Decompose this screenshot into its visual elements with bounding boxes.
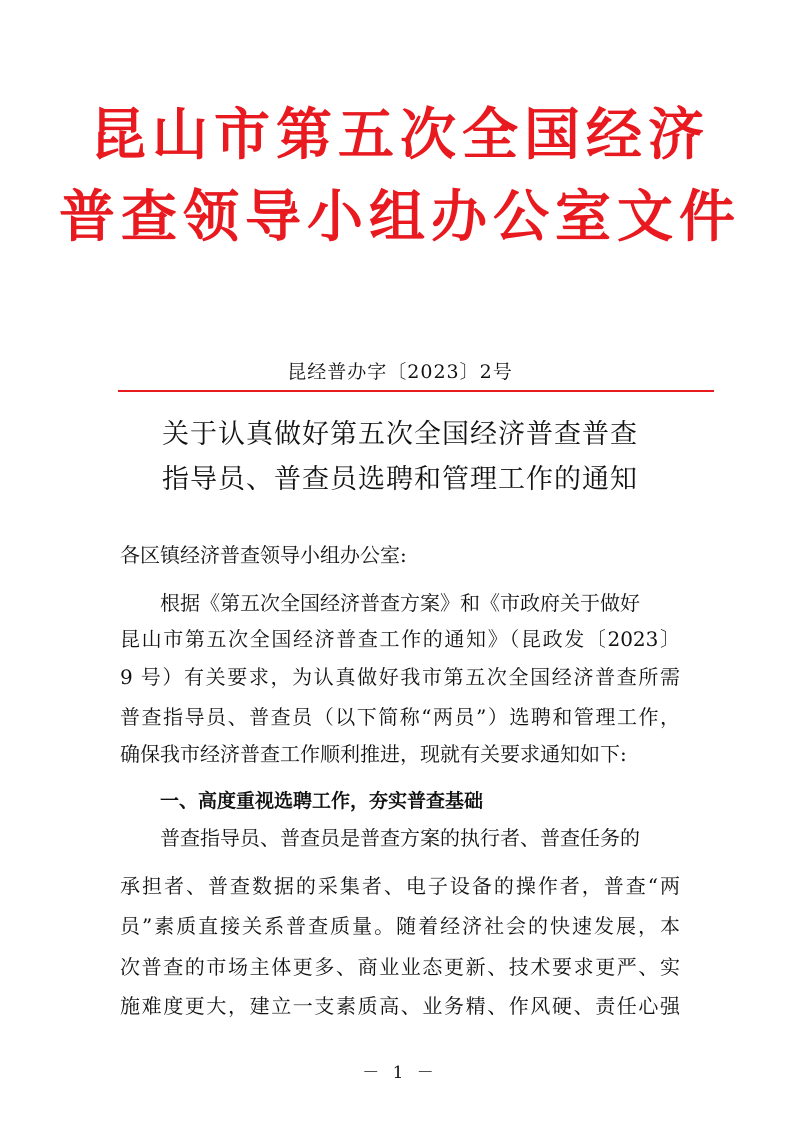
- paragraph-1-line: 9 号）有关要求，为认真做好我市第五次全国经济普查所需: [120, 665, 680, 689]
- paragraph-1-line: 昆山市第五次全国经济普查工作的通知》（昆政发〔2023〕: [120, 627, 680, 651]
- paragraph-2-line: 承担者、普查数据的采集者、电子设备的操作者，普查“两: [120, 874, 680, 898]
- paragraph-2-line: 员”素质直接关系普查质量。随着经济社会的快速发展，本: [120, 914, 680, 938]
- paragraph-2-line: 施难度更大，建立一支素质高、业务精、作风硬、责任心强: [120, 994, 680, 1018]
- document-title-line-2: 指导员、普查员选聘和管理工作的通知: [162, 464, 638, 495]
- document-number: 昆经普办字〔2023〕2号: [287, 361, 513, 383]
- paragraph-1-line: 确保我市经济普查工作顺利推进，现就有关要求通知如下:: [120, 742, 627, 766]
- paragraph-1-line: 普查指导员、普查员（以下简称“两员”）选聘和管理工作，: [120, 705, 680, 729]
- salutation: 各区镇经济普查领导小组办公室:: [120, 543, 407, 567]
- header-title-line-1: 昆山市第五次全国经济: [90, 103, 710, 168]
- document-title-line-1: 关于认真做好第五次全国经济普查普查: [162, 419, 638, 450]
- page-number: － 1 －: [362, 1063, 438, 1083]
- header-title-line-2: 普查领导小组办公室文件: [59, 185, 741, 250]
- section-heading: 一、高度重视选聘工作，夯实普查基础: [160, 790, 484, 812]
- paragraph-1-line: 根据《第五次全国经济普查方案》和《市政府关于做好: [160, 591, 640, 615]
- red-divider: [118, 390, 714, 392]
- paragraph-2-line: 次普查的市场主体更多、商业业态更新、技术要求更严、实: [120, 955, 680, 979]
- paragraph-2-line: 普查指导员、普查员是普查方案的执行者、普查任务的: [160, 826, 640, 850]
